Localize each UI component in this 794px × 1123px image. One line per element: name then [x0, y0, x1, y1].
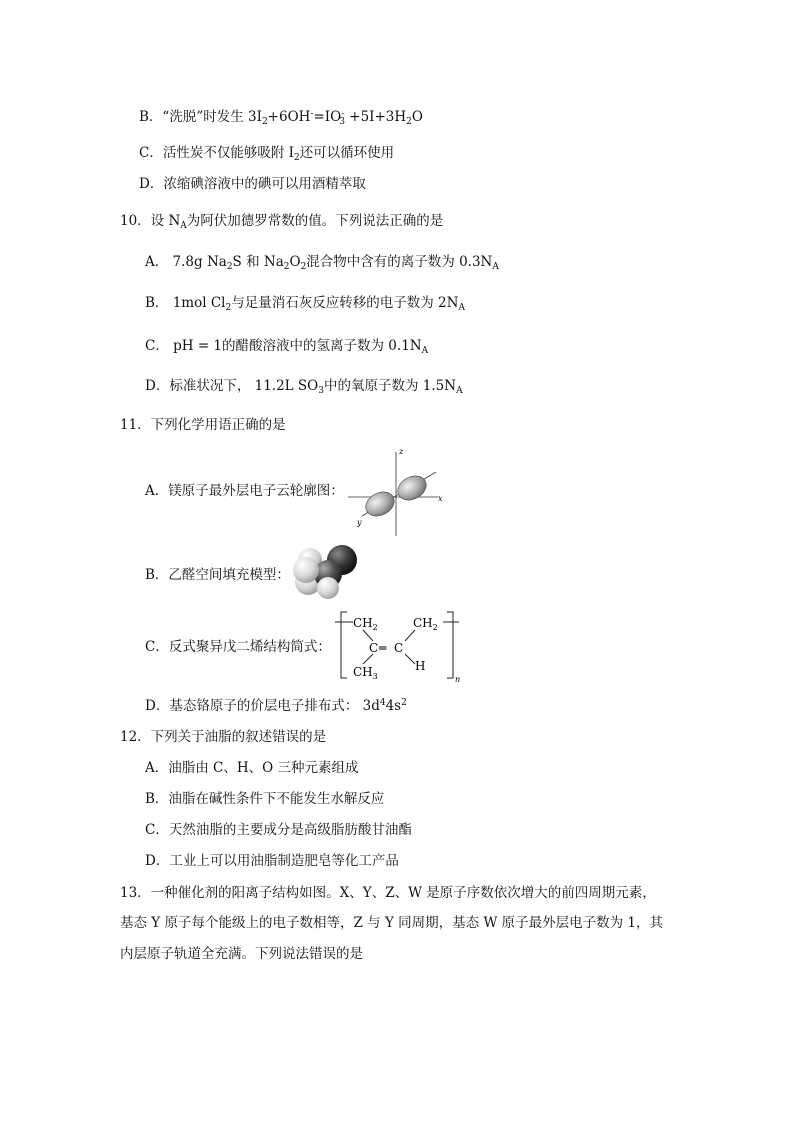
orbital-lobe-front	[362, 487, 399, 521]
polyisoprene-structural-formula	[335, 608, 465, 683]
carbon-left: C	[369, 641, 379, 655]
q11-option-b: B．乙醛空间填充模型：	[145, 567, 290, 583]
q9-option-b: B．“洗脱”时发生 $3I_2+6OH^-=IO^-_3 +5I+3H_2O$	[139, 109, 423, 127]
hydrogen-atom	[293, 557, 319, 583]
acetaldehyde-space-filling-model	[290, 542, 364, 602]
q13-stem-line2: 基态 Y 原子每个能级上的电子数相等，Z 与 Y 同周期，基态 W 原子最外层电子数为 1，其	[120, 915, 663, 931]
q11-stem: 11．下列化学用语正确的是	[120, 417, 286, 433]
q12-option-a: A．油脂由 C、H、O 三种元素组成	[145, 760, 359, 776]
x-axis-label: x	[438, 494, 443, 503]
q13-stem-line1: 13．一种催化剂的阳离子结构如图。X、Y、Z、W 是原子序数依次增大的前四周期元素，	[120, 885, 656, 901]
q12-option-d: D．工业上可以用油脂制造肥皂等化工产品	[145, 853, 399, 869]
repeat-unit-n: n	[455, 675, 461, 683]
q9-option-c: C．活性炭不仅能够吸附 $I_2$还可以循环使用	[139, 145, 395, 163]
orbital-lobe-back	[394, 471, 431, 505]
ch2-group-right: $CH_2$	[413, 616, 438, 632]
q11-option-a: A．镁原子最外层电子云轮廓图：	[145, 483, 344, 499]
double-bond: ═	[379, 641, 387, 655]
q13-stem-line3: 内层原子轨道全充满。下列说法错误的是	[120, 946, 363, 962]
ch3-group: $CH_3$	[353, 665, 378, 681]
q10-option-a: A． 7.8g $Na_2S$ 和 $Na_2O_2$混合物中含有的离子数为 $0.3N_A$	[145, 254, 499, 272]
q10-option-d: D．标准状况下， 11.2L $SO_3$中的氧原子数为 $1.5N_A$	[145, 378, 463, 396]
ch2-group-left: $CH_2$	[353, 616, 378, 632]
q12-stem: 12．下列关于油脂的叙述错误的是	[120, 729, 327, 745]
q11-option-d: D．基态铬原子的价层电子排布式： $3d^44s^2$	[145, 698, 407, 714]
bond	[363, 654, 373, 664]
hydrogen-atom	[317, 577, 339, 599]
carbon-right: C	[394, 641, 404, 655]
q12-option-c: C．天然油脂的主要成分是高级脂肪酸甘油酯	[145, 822, 412, 838]
y-axis-label: y	[357, 518, 362, 527]
q11-option-c: C．反式聚异戊二烯结构简式：	[145, 639, 331, 655]
q9-option-d: D．浓缩碘溶液中的碘可以用酒精萃取	[139, 176, 366, 192]
bond	[363, 630, 373, 641]
p-orbital-figure	[340, 440, 450, 540]
z-axis-label: z	[399, 447, 404, 456]
bond	[405, 630, 415, 641]
q10-option-b: B． 1mol $Cl_2$与足量消石灰反应转移的电子数为 $2N_A$	[145, 295, 465, 313]
q12-option-b: B．油脂在碱性条件下不能发生水解反应	[145, 791, 385, 807]
hydrogen-label: H	[415, 659, 426, 673]
bond	[405, 654, 415, 664]
q10-option-c: C． pH = 1的醋酸溶液中的氢离子数为 $0.1N_A$	[145, 338, 429, 356]
q10-stem: 10．设 $N_A$为阿伏加德罗常数的值。下列说法正确的是	[120, 213, 444, 231]
